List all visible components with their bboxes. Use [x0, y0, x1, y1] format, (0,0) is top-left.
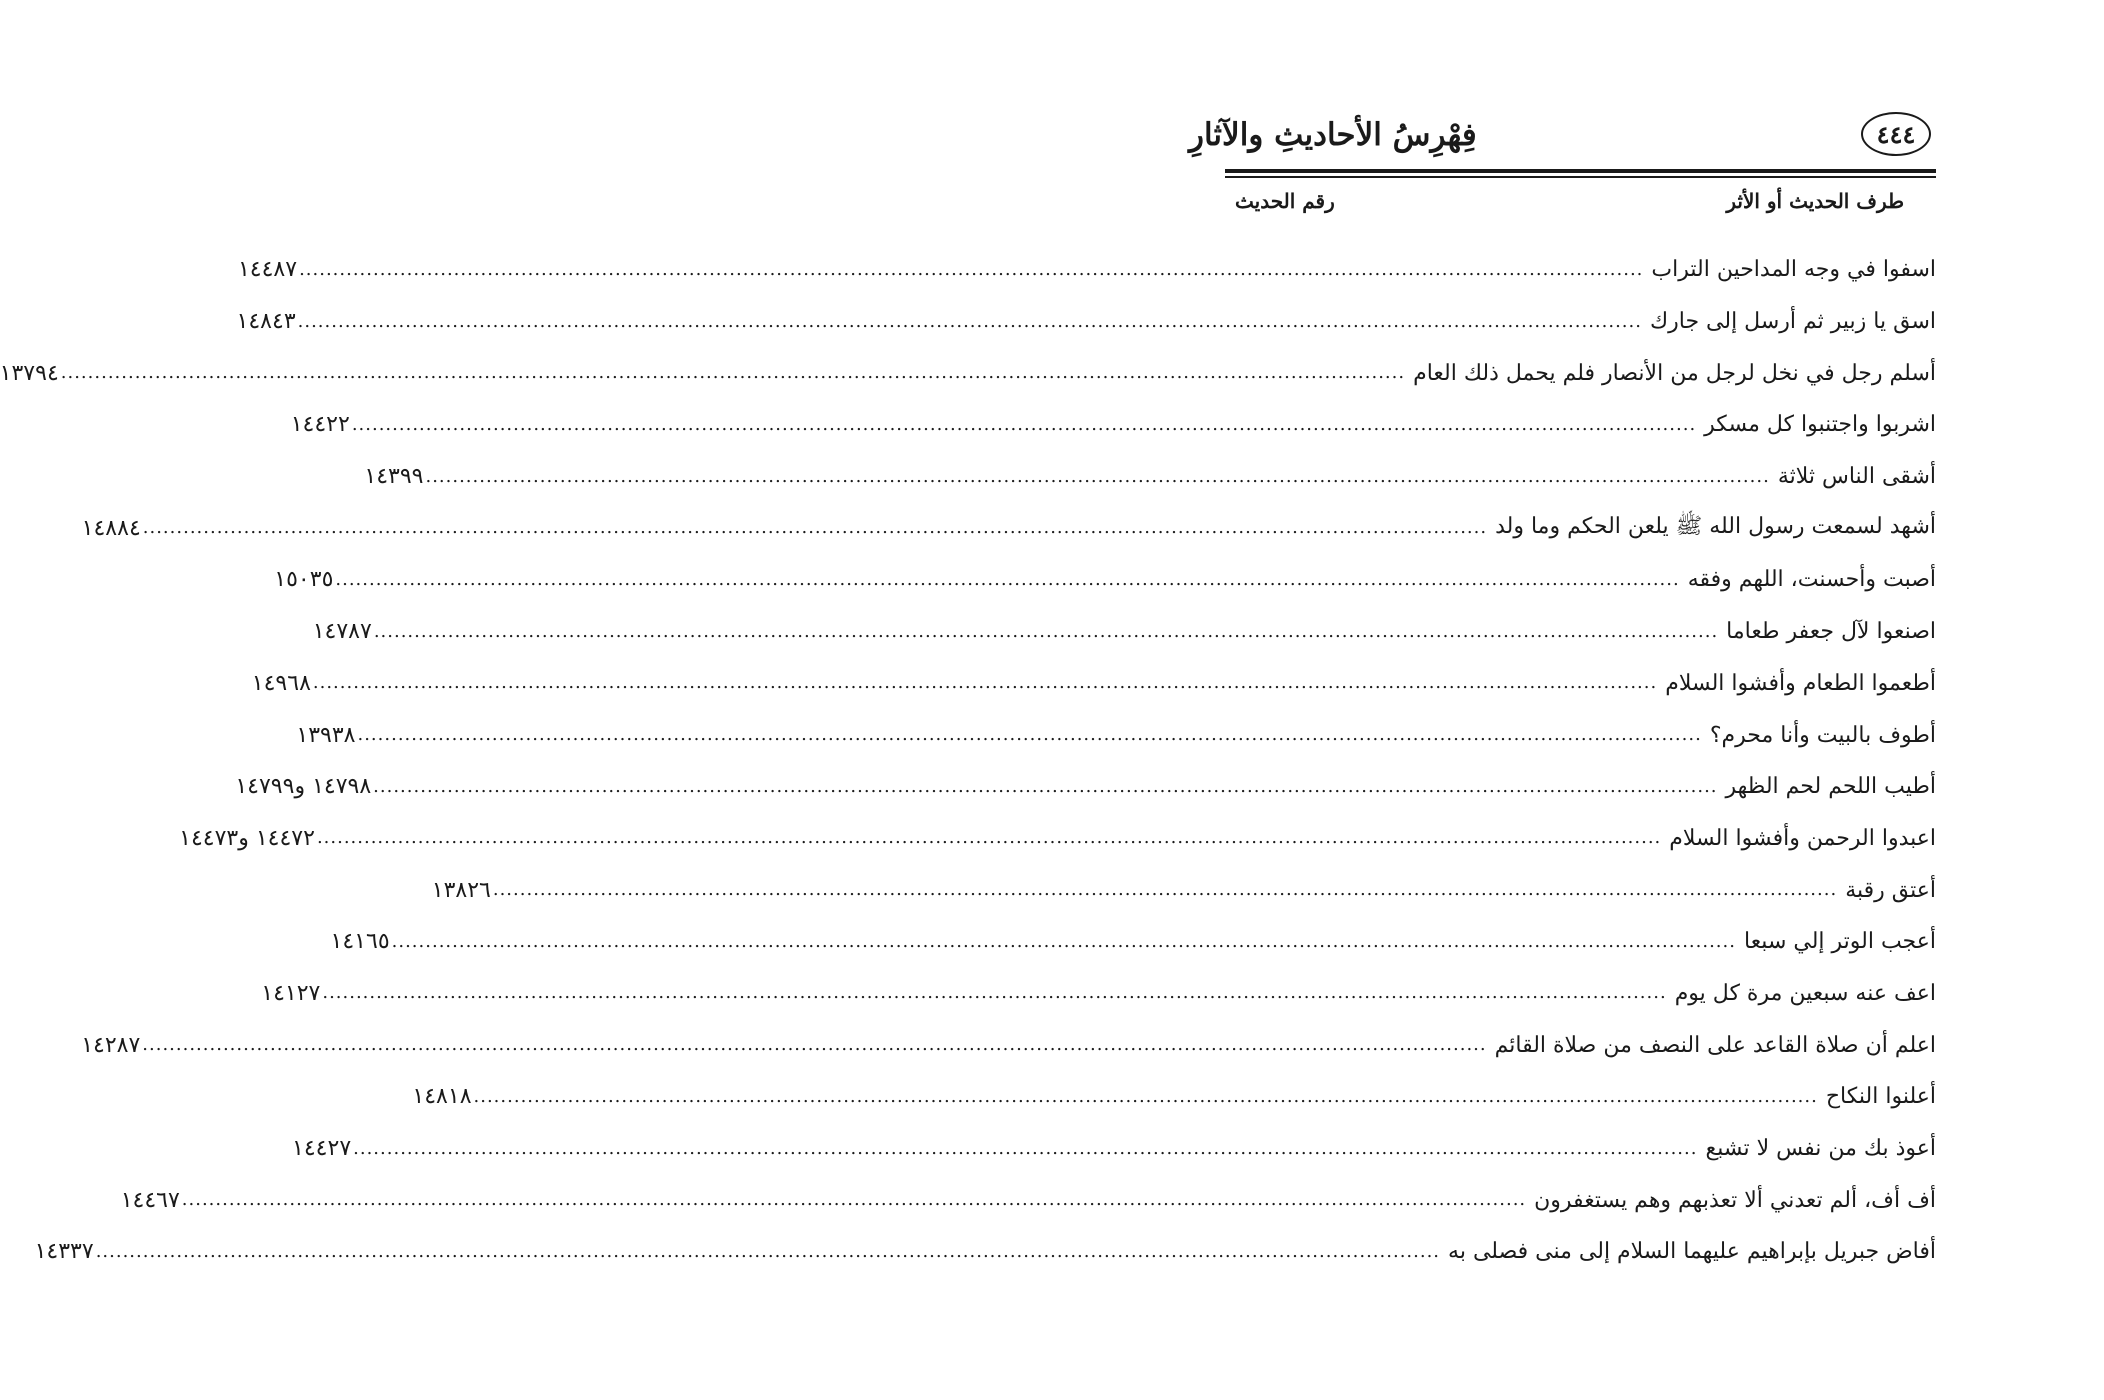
entry-number: ١٤١٦٥ — [330, 929, 390, 955]
index-entry — [312, 606, 1936, 658]
column-header-number: رقم الحديث — [1235, 189, 1335, 213]
index-entry — [179, 813, 1936, 865]
entry-text: أشهد لسمعت رسول الله ﷺ يلعن الحكم وما ولد — [1495, 514, 1936, 540]
header-rule-thin — [1225, 176, 1936, 178]
entry-text: أسلم رجل في نخل لرجل من الأنصار فلم يحمل ذلك العام — [1413, 360, 1936, 386]
entry-number: ١٤٨٤٣ — [236, 309, 296, 335]
index-entry — [261, 968, 1936, 1020]
entry-text: أعجب الوتر إلي سبعا — [1743, 929, 1936, 955]
leader-dots: ........................................................................................................................................................................................................ — [142, 1034, 1487, 1056]
leader-dots: ........................................................................................................................................................................................................ — [312, 672, 1658, 694]
entry-text: أف أف، ألم تعدني ألا تعذبهم وهم يستغفرون — [1534, 1187, 1936, 1213]
entry-number: ١٤٢٨٧ — [81, 1032, 141, 1058]
index-entries — [0, 244, 1936, 1278]
entry-text: أطوف بالبيت وأنا محرم؟ — [1709, 722, 1936, 748]
index-entry — [330, 916, 1936, 968]
entry-number: ١٤٩٦٨ — [251, 670, 311, 696]
index-entry — [274, 554, 1936, 606]
entry-text: اسفوا في وجه المداحين التراب — [1651, 257, 1936, 283]
column-header-hadith: طرف الحديث أو الأثر — [1726, 189, 1904, 213]
leader-dots: ........................................................................................................................................................................................................ — [142, 517, 1488, 539]
entry-text: أطعموا الطعام وأفشوا السلام — [1665, 670, 1936, 696]
entry-text: اعبدوا الرحمن وأفشوا السلام — [1669, 825, 1936, 851]
leader-dots: ........................................................................................................................................................................................................ — [351, 413, 1697, 435]
page-number-badge — [1861, 112, 1931, 156]
leader-dots: ........................................................................................................................................................................................................ — [95, 1240, 1441, 1262]
leader-dots: ........................................................................................................................................................................................................ — [181, 1189, 1527, 1211]
entry-text: أصبت وأحسنت، اللهم وفقه — [1687, 567, 1936, 593]
leader-dots: ........................................................................................................................................................................................................ — [473, 1085, 1818, 1107]
index-entry — [0, 347, 1936, 399]
leader-dots: ........................................................................................................................................................................................................ — [60, 362, 1406, 384]
leader-dots: ........................................................................................................................................................................................................ — [353, 1137, 1698, 1159]
entry-number: ١٤١٢٧ — [261, 980, 321, 1006]
entry-number: ١٤٤٢٢ — [290, 412, 350, 438]
index-entry — [290, 399, 1936, 451]
index-entry — [236, 296, 1936, 348]
entry-text: أعتق رقبة — [1845, 877, 1936, 903]
index-entry — [251, 658, 1936, 710]
entry-number: ١٤٨٨٤ — [81, 515, 141, 541]
leader-dots: ........................................................................................................................................................................................................ — [357, 724, 1702, 746]
index-entry — [412, 1071, 1936, 1123]
entry-number: ١٤٤٧٢ و١٤٤٧٣ — [179, 825, 315, 851]
entry-text: أعلنوا النكاح — [1825, 1084, 1936, 1110]
entry-number: ١٤٤٨٧ — [237, 257, 298, 283]
entry-text: أفاض جبريل بإبراهيم عليهما السلام إلى منى فصلى به — [1448, 1239, 1936, 1265]
leader-dots: ........................................................................................................................................................................................................ — [335, 568, 1680, 590]
leader-dots: ........................................................................................................................................................................................................ — [316, 827, 1662, 849]
index-entry — [296, 709, 1936, 761]
index-entry — [292, 1123, 1936, 1175]
index-entry — [235, 761, 1936, 813]
leader-dots: ........................................................................................................................................................................................................ — [425, 465, 1770, 487]
running-title: فِهْرِسُ الأحاديثِ والآثارِ — [1189, 117, 1477, 153]
index-entry — [81, 502, 1936, 554]
index-entry — [120, 1174, 1936, 1226]
entry-text: أطيب اللحم لحم الظهر — [1725, 774, 1936, 800]
entry-text: اصنعوا لآل جعفر طعاما — [1726, 619, 1936, 645]
index-entry — [81, 1019, 1936, 1071]
entry-number: ١٤٧٨٧ — [312, 619, 372, 645]
entry-number: ١٤٤٢٧ — [292, 1136, 352, 1162]
entry-text: اسق يا زبير ثم أرسل إلى جارك — [1649, 309, 1936, 335]
entry-number: ١٥٠٣٥ — [274, 567, 334, 593]
leader-dots: ........................................................................................................................................................................................................ — [391, 930, 1736, 952]
entry-text: اعف عنه سبعين مرة كل يوم — [1674, 980, 1936, 1006]
entry-text: أشقى الناس ثلاثة — [1777, 464, 1936, 490]
entry-text: أعوذ بك من نفس لا تشبع — [1705, 1136, 1936, 1162]
leader-dots: ........................................................................................................................................................................................................ — [373, 620, 1719, 642]
entry-text: اعلم أن صلاة القاعد على النصف من صلاة القائم — [1494, 1032, 1936, 1058]
entry-text: اشربوا واجتنبوا كل مسكر — [1704, 412, 1936, 438]
entry-number: ١٣٧٩٤ — [0, 360, 59, 386]
index-entry — [431, 864, 1936, 916]
header-rule-thick — [1225, 169, 1936, 173]
leader-dots: ........................................................................................................................................................................................................ — [373, 775, 1718, 797]
entry-number: ١٤٣٩٩ — [364, 464, 424, 490]
entry-number: ١٤٨١٨ — [412, 1084, 472, 1110]
entry-number: ١٤٣٣٧ — [34, 1239, 94, 1265]
index-entry — [237, 244, 1936, 296]
leader-dots: ........................................................................................................................................................................................................ — [492, 879, 1838, 901]
index-entry — [364, 451, 1936, 503]
page-number: ٤٤٤ — [1876, 119, 1916, 149]
leader-dots: ........................................................................................................................................................................................................ — [299, 258, 1644, 280]
leader-dots: ........................................................................................................................................................................................................ — [322, 982, 1667, 1004]
entry-number: ١٣٩٣٨ — [296, 722, 356, 748]
entry-number: ١٤٧٩٨ و١٤٧٩٩ — [235, 774, 372, 800]
entry-number: ١٣٨٢٦ — [431, 877, 491, 903]
leader-dots: ........................................................................................................................................................................................................ — [297, 310, 1642, 332]
index-entry — [34, 1226, 1936, 1278]
entry-number: ١٤٤٦٧ — [120, 1187, 180, 1213]
